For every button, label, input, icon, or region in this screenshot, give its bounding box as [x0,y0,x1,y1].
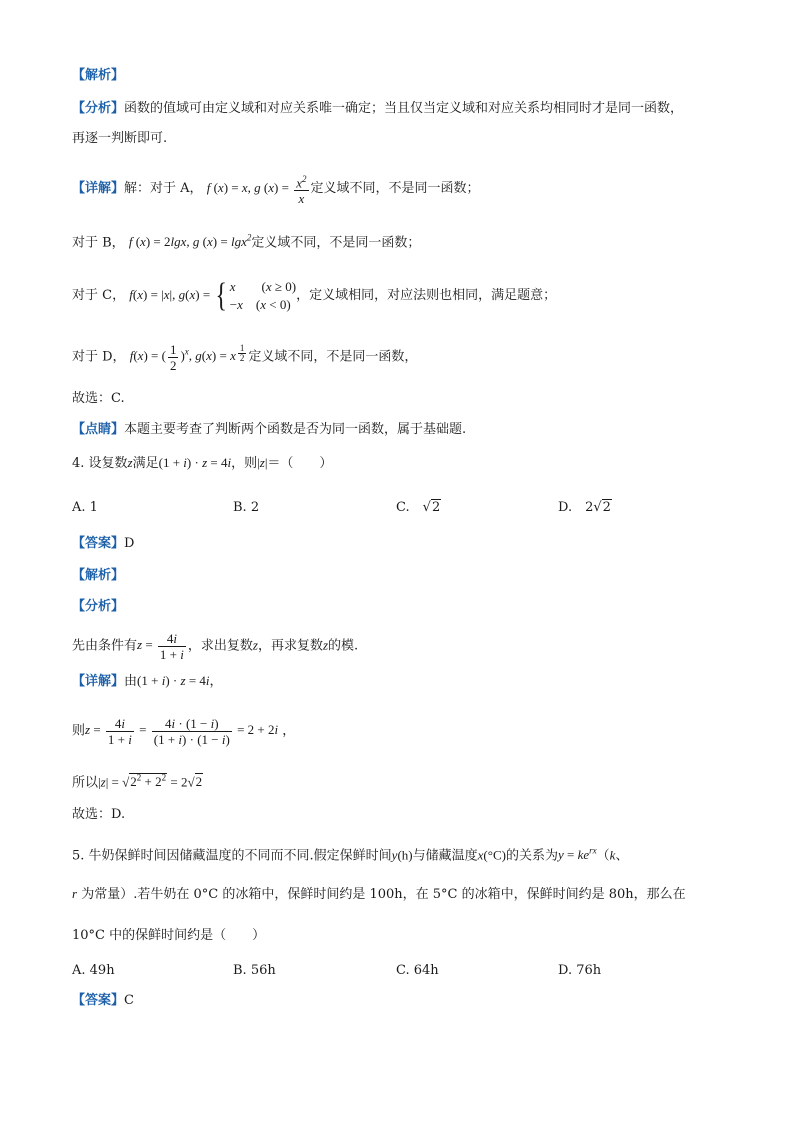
answer-label: 【答案】 [72,536,125,551]
q4-choice: 故选：D. [72,807,126,822]
q4-xiangjie-prefix: 由 [124,674,138,689]
q4-option-d-label: D. [558,500,573,515]
q3-choice: 故选：C. [72,391,125,406]
q4-option-a: A. 1 [72,500,98,515]
q5-option-d: D. 76h [558,963,602,978]
q5-line1-e: 、 [615,848,629,864]
q4-xiangjie-label: 【详解】 [72,674,125,689]
q3-c-prefix: 对于 C， [72,287,126,303]
q4-stem-end: ＝（ ） [267,456,333,471]
q5-line1-d: （ [596,848,610,864]
q5-line2: r 为常量）.若牛奶在 0°C 的冰箱中，保鲜时间约是 100h，在 5°C 的冰箱中，保鲜时间约是 80h，那么在 [72,886,686,902]
q4-analysis-label: 【解析】 [72,568,125,583]
q4-stem-mid: 满足 [132,456,159,471]
q3-d-prefix: 对于 D， [72,349,126,365]
q5-line1: 5. 牛奶保鲜时间因储藏温度的不同而不同.假定保鲜时间y(h)与储藏温度x(°C)的关系为$y = ke^{rx}(k$、 [72,846,629,864]
q4-fenxi-prefix: 先由条件有 [72,638,138,654]
q3-d-formula: f(x) = ( $\frac{1}{2}$ )$^x$, g(x) = x $^{\frac{1}{2}}$ [129,342,245,373]
q5-line2-text: 为常量）.若牛奶在 0°C 的冰箱中，保鲜时间约是 100h，在 5°C 的冰箱中，保鲜时间约是 80h，那么在 [81,887,686,902]
q4-stem: 4. 设复数z满足(1 + i) · z = 4i，则|z|＝（ ） [72,455,333,471]
q4-answer [72,534,134,554]
q3-dianjing-text: 本题主要考查了判断两个函数是否为同一函数，属于基础题. [124,422,467,437]
q4-option-c: C. √2 [396,500,441,515]
q3-d-suffix: 定义域不同，不是同一函数， [248,349,418,365]
q5-answer [72,991,134,1011]
q3-a-prefix: 解：对于 A， [124,181,203,197]
q3-c-formula: f(x) = |x|, g(x) = { x (x ≥ 0) −x (x < 0) [129,277,297,314]
q5-option-c: C. 64h [396,963,439,978]
q4-step-then: 则z = $\frac{4i}{1 + i}$ = $\frac{4i \cdot (1 - i)}{(1 + i) \cdot (1 - i)}$ = 2 + 2i ， [72,716,296,747]
q4-option-c-label: C. [396,500,410,515]
q5-answer-value: C [124,993,134,1008]
q3-a-formula: f (x) = x, g (x) = $\frac{x^2}{x}$ [206,174,307,207]
q3-option-c [72,278,556,314]
q3-option-b [72,228,420,253]
q3-fenxi-line2: 再逐一判断即可. [72,131,168,146]
q5-line3: 10°C 中的保鲜时间约是（ ） [72,928,266,943]
q4-option-d: D. 2√2 [558,500,611,515]
analysis-label: 【解析】 [72,68,125,83]
q4-fenxi-text: 先由条件有z = $\frac{4i}{1 + i}$ ，求出复数z，再求复数z的模. [72,631,359,662]
q5-line1-a: 5. 牛奶保鲜时间因储藏温度的不同而不同.假定保鲜时间 [72,848,392,864]
q4-so-label: 所以 [72,775,99,791]
q4-option-b: B. 2 [233,500,260,515]
dianjing-label: 【点睛】 [72,422,125,437]
fenxi-label: 【分析】 [72,101,125,116]
q3-option-a [72,172,480,206]
q3-b-suffix: 定义域不同，不是同一函数； [251,235,421,251]
q5-option-b: B. 56h [233,963,276,978]
q4-stem-condition: (1 + i) · z = 4i [158,455,232,470]
q5-line1-c: 的关系为 [505,848,558,864]
q4-fenxi-end: 的模. [328,638,359,654]
q3-fenxi-text: 函数的值域可由定义域和对应关系唯一确定；当且仅当定义域和对应关系均相同时才是同一函数， [124,101,684,116]
q4-xiangjie-end: ， [209,674,223,689]
q3-dianjing [72,420,466,440]
q4-answer-value: D [124,536,135,551]
q3-c-suffix: ，定义域相同，对应法则也相同，满足题意； [296,287,557,303]
q4-stem-mid2: ，则 [231,456,258,471]
q5-option-a: A. 49h [72,963,115,978]
q4-fenxi-label: 【分析】 [72,599,125,614]
q4-step-so: 所以$|z| = √2^2 + 2^2 = 2√2$ [72,773,203,791]
q5-line1-b: 与储藏温度 [412,848,478,864]
q5-answer-label: 【答案】 [72,993,125,1008]
q3-b-prefix: 对于 B， [72,235,125,251]
q3-a-suffix: 定义域不同，不是同一函数； [310,181,480,197]
q3-fenxi-line1 [72,99,683,119]
q3-option-d [72,342,417,373]
xiangjie-label: 【详解】 [72,181,125,197]
q4-xiangjie: 【详解】由(1 + i) · z = 4i， [72,673,223,689]
q4-stem-prefix: 4. 设复数 [72,456,128,471]
q3-b-formula: f (x) = 2lgx, g (x) = lgx$^2$ [128,233,252,250]
q4-fenxi-mid: ，求出复数 [187,638,253,654]
q4-then-label: 则 [72,723,86,739]
q4-fenxi-mid2: ，再求复数 [257,638,323,654]
